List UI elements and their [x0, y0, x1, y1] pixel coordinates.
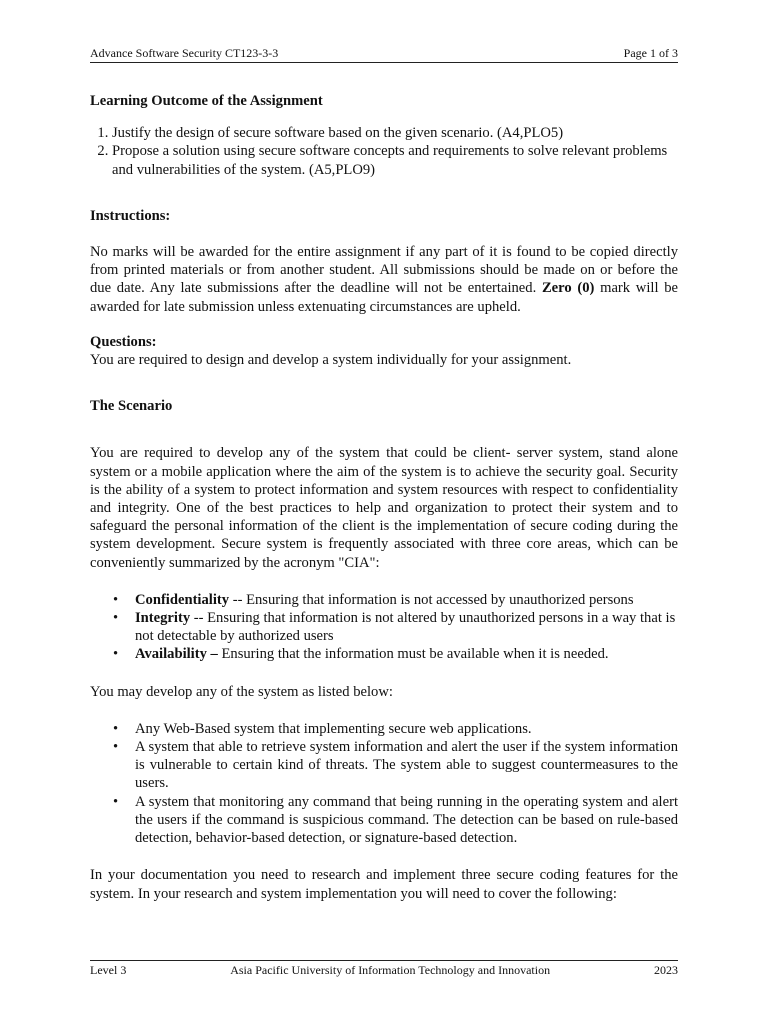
questions-heading: Questions: — [90, 333, 157, 350]
scenario-heading: The Scenario — [90, 398, 173, 415]
instructions-text: No marks will be awarded for the entire assignment if any part of it is found to be copied directly from printed materials or from another student. All submissions should be made on or before the due date. Any late submissions after the deadline will not be entertained. — [90, 244, 678, 297]
list-item — [135, 591, 678, 609]
cia-term: Confidentiality — [135, 591, 230, 608]
document-body — [90, 92, 678, 903]
instructions-heading: Instructions: — [90, 207, 171, 224]
course-title: Advance Software Security CT123-3-3 — [90, 46, 279, 60]
learning-outcome-list — [90, 124, 678, 179]
instructions-paragraph — [90, 243, 678, 316]
scenario-paragraph: You are required to develop any of the system that could be client- server system, stand alone system or a mobile application where the aim of the system is to achieve the security goal. Security is the ability of a system to protect information and system resources with respect to confidentiality and integrity. One of the best practices to help and organization to protect their system and to safeguard the personal information of the client is the implementation of secure coding during the system development. Secure system is frequently associated with three core areas, which can be conveniently summarized by the acronym "CIA": — [90, 445, 678, 571]
cia-term: Integrity — [135, 610, 191, 627]
cia-description: -- Ensuring that information is not altered by unauthorized persons in a way that is not detectable by authorized users — [135, 610, 676, 645]
list-item — [135, 645, 678, 663]
list-item: • Any Web-Based system that implementing secure web applications. — [135, 720, 678, 738]
page-footer — [90, 963, 678, 978]
learning-outcome-item: 2. Propose a solution using secure software concepts and requirements to solve relevant problems and vulnerabilities of the system. (A5,PLO9) — [112, 142, 678, 178]
learning-outcome-heading: Learning Outcome of the Assignment — [90, 93, 323, 109]
footer-year: 2023 — [653, 963, 678, 977]
cia-list — [90, 591, 678, 664]
footer-university: Asia Pacific University of Information Technology and Innovation — [230, 963, 551, 977]
closing-paragraph: In your documentation you need to research and implement three secure coding features for the system. In your research and system implementation you will need to cover the following: — [90, 867, 678, 902]
cia-description: Ensuring that the information must be available when it is needed. — [217, 646, 609, 663]
page-number: Page 1 of 3 — [623, 46, 678, 60]
page-header — [90, 46, 678, 61]
cia-term: Availability – — [135, 646, 218, 663]
list-item: • A system that able to retrieve system information and alert the user if the system information is vulnerable to certain kind of threats. The system able to suggest countermeasures to the users. — [135, 738, 678, 793]
list-item — [135, 609, 678, 645]
list-item: • A system that monitoring any command that being running in the operating system and alert the users if the command is suspicious command. The detection can be based on rule-based detection, behavior-based detection, or signature-based detection. — [135, 793, 678, 848]
systems-intro: You may develop any of the system as listed below: — [90, 683, 393, 700]
footer-rule — [90, 960, 678, 961]
systems-list — [90, 720, 678, 847]
instructions-bold-text: Zero (0) — [541, 280, 595, 297]
learning-outcome-item: 1. Justify the design of secure software based on the given scenario. (A4,PLO5) — [112, 124, 678, 142]
cia-description: -- Ensuring that information is not accessed by unauthorized persons — [229, 591, 634, 608]
header-rule — [90, 62, 678, 63]
questions-text: You are required to design and develop a system individually for your assignment. — [90, 352, 572, 369]
footer-level: Level 3 — [90, 963, 127, 977]
instructions-text-end: mark will be awarded for late submission unless extenuating circumstances are upheld. — [90, 280, 678, 315]
